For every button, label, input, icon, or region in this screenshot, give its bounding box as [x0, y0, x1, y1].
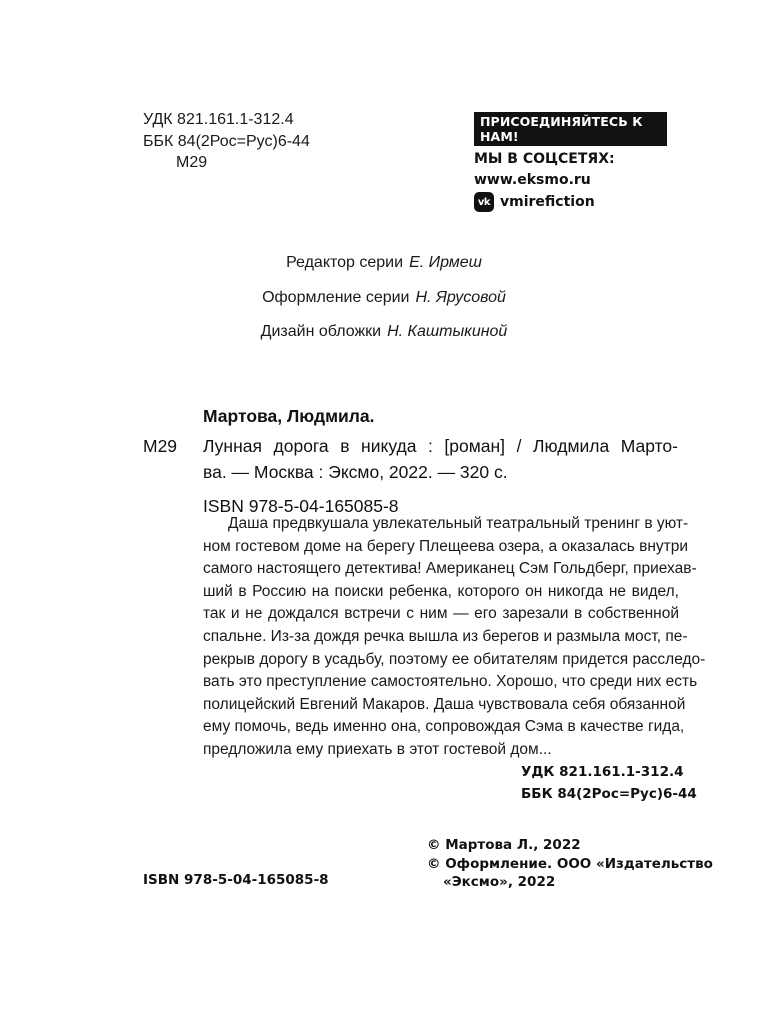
footer-classification: [521, 761, 697, 805]
credit-editor: [0, 252, 768, 287]
credit-role: Дизайн обложки: [260, 323, 382, 340]
udk-code: УДК 821.161.1-312.4: [143, 111, 294, 128]
footer-isbn: ISBN 978-5-04-165085-8: [143, 872, 329, 888]
annotation-line: полицейский Евгений Макаров. Даша чувствовала себя обязанной: [203, 695, 686, 713]
vk-link[interactable]: [474, 192, 667, 212]
credit-name: Е. Ирмеш: [409, 254, 482, 271]
classification-codes: [143, 109, 310, 174]
annotation-line: Даша предвкушала увлекательный театральный тренинг в уют-: [228, 515, 689, 532]
annotation-line: самого настоящего детектива! Американец Сэм Гольдберг, приехав-: [203, 560, 697, 578]
vk-handle: vmirefiction: [500, 194, 595, 210]
annotation-line: ший в Россию на поиски ребенка, которого он никогда не видел,: [203, 582, 679, 600]
annotation-line: так и не дождался встречи с ним — его зарезали в собственной: [203, 605, 679, 623]
copyright-author: © Мартова Л., 2022: [427, 837, 581, 853]
join-us-banner: ПРИСОЕДИНЯЙТЕСЬ К НАМ!: [474, 112, 667, 146]
annotation-line: рекрыв дорогу в усадьбу, поэтому ее обитателям придется расследо-: [203, 650, 706, 668]
website-link[interactable]: www.eksmo.ru: [474, 172, 591, 188]
vk-icon: vk: [474, 192, 494, 212]
credit-role: Оформление серии: [262, 288, 410, 306]
annotation-line: ном гостевом доме на берегу Плещеева озера, а оказалась внутри: [203, 537, 689, 555]
footer-udk: УДК 821.161.1-312.4: [521, 764, 684, 780]
copyright-block: [427, 836, 713, 892]
author-mark: М29: [176, 154, 208, 171]
annotation: [203, 513, 706, 762]
entry-author: Мартова, Людмила.: [203, 406, 375, 426]
annotation-line: спальне. Из-за дождя речка вышла из берегов и размыла мост, пе-: [203, 627, 688, 645]
credit-name: Н. Каштыкиной: [387, 323, 508, 340]
credit-role: Редактор серии: [286, 254, 404, 271]
annotation-line: предложила ему приехать в этот гостевой дом...: [203, 740, 552, 758]
catalog-entry: [143, 404, 678, 518]
entry-citation-line1: Лунная дорога в никуда : [роман] / Людмила Марто-: [203, 436, 678, 456]
entry-citation-line2: ва. — Москва : Эксмо, 2022. — 320 с.: [203, 462, 508, 482]
copyright-design-line2: «Эксмо», 2022: [443, 874, 556, 890]
annotation-line: вать это преступление самостоятельно. Хорошо, что среди них есть: [203, 673, 698, 691]
bbk-code: ББК 84(2Рос=Рус)6-44: [143, 132, 310, 150]
entry-code: М29: [143, 436, 178, 456]
series-credits: [0, 252, 768, 356]
entry-citation-row: [143, 433, 678, 459]
credit-series-design: [0, 287, 768, 322]
social-block: [474, 112, 667, 212]
footer-bbk: ББК 84(2Рос=Рус)6-44: [521, 786, 697, 802]
credit-name: Н. Ярусовой: [415, 288, 506, 306]
social-subtitle: МЫ В СОЦСЕТЯХ:: [474, 151, 615, 167]
credit-cover-design: [0, 321, 768, 356]
copyright-design-line1: © Оформление. ООО «Издательство: [427, 855, 713, 872]
entry-isbn: ISBN 978-5-04-165085-8: [203, 496, 399, 516]
annotation-line: ему помочь, ведь именно она, сопровождая Сэма в качестве гида,: [203, 718, 685, 736]
